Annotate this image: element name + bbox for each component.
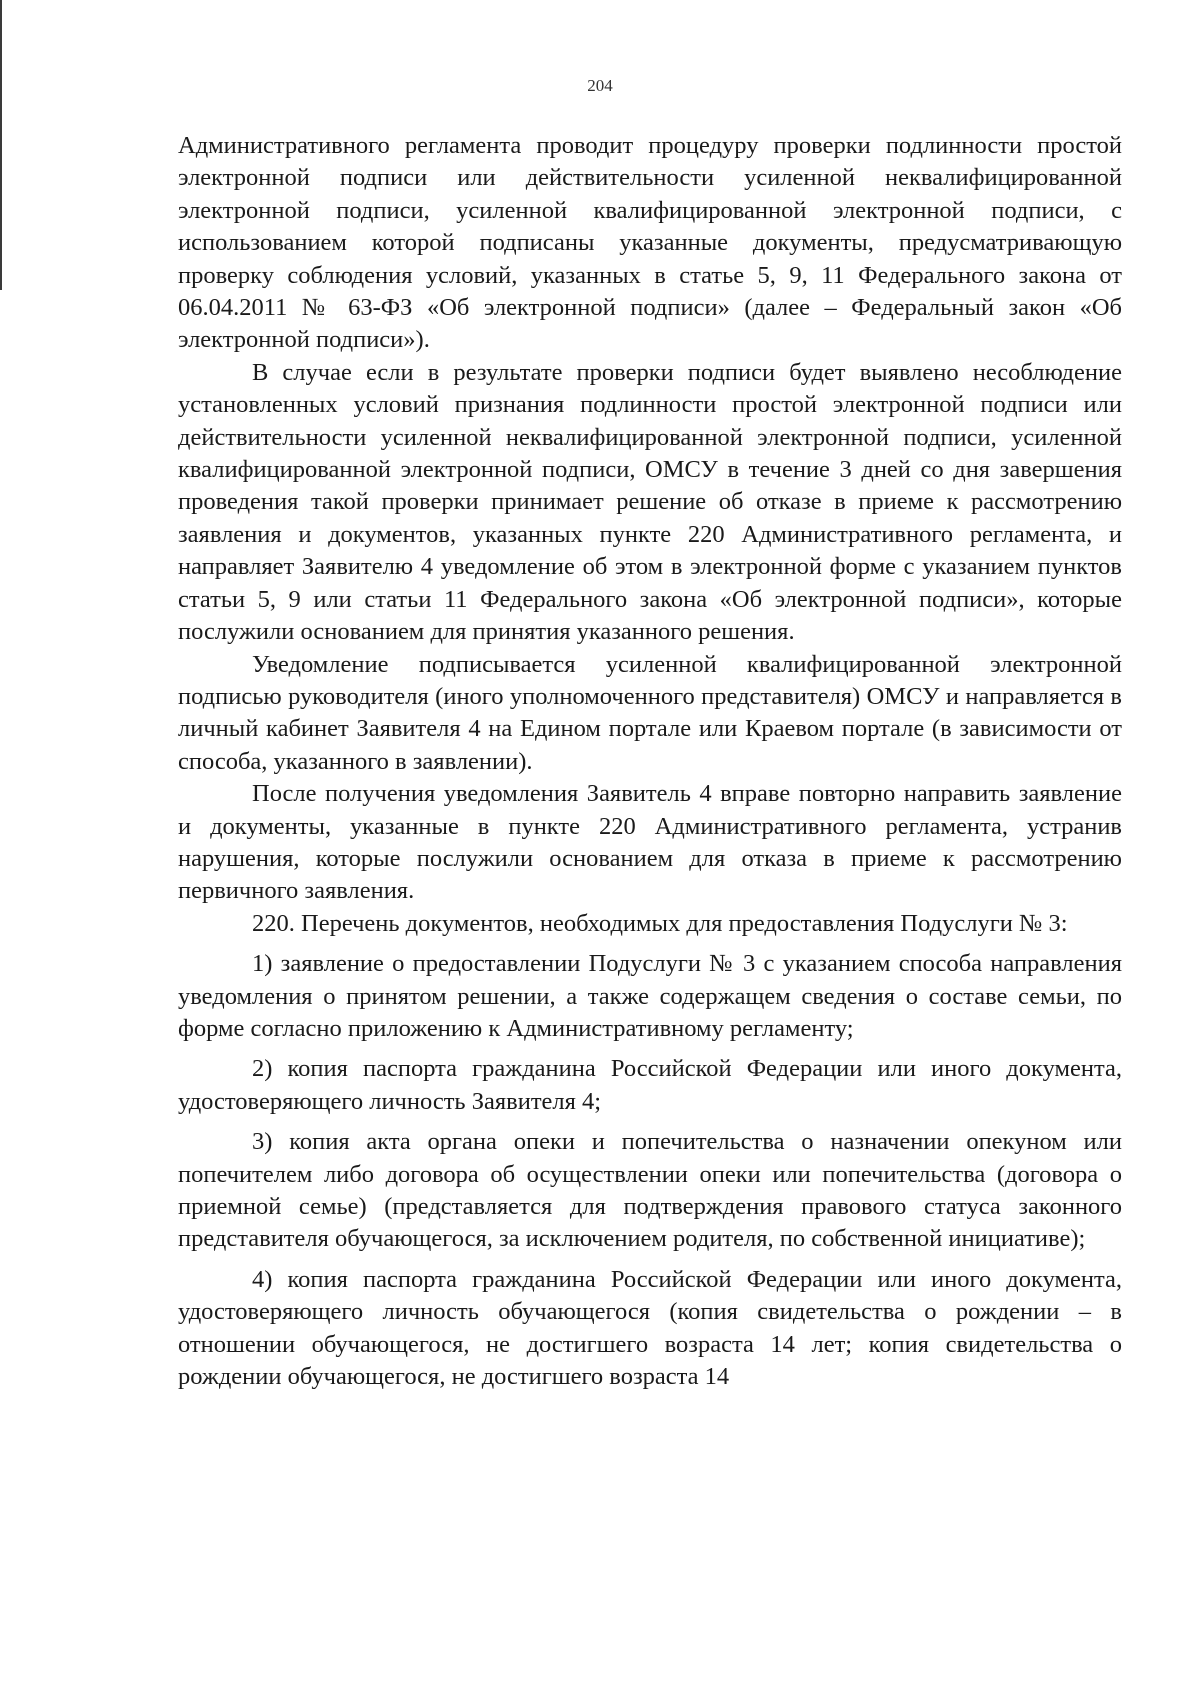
list-item-4: 4) копия паспорта гражданина Российской Федерации или иного документа, удостоверяющего личность обучающегося (копия свидетельства о рождении – в отношении обучающегося, не достигшего возраста 14 лет; копия свидетельства о рождении обучающегося, не достигшего возраста 14: [178, 1265, 1122, 1391]
paragraph-continuation: Административного регламента проводит процедуру проверки подлинности простой электронной подписи или действительности усиленной неквалифицированной электронной подписи, усиленной квалифицированной электронной подписи, с использованием которой подписаны указанные документы, предусматривающую проверку соблюдения условий, указанных в статье 5, 9, 11 Федерального закона от 06.04.2011 № 63-ФЗ «Об электронной подписи» (далее – Федеральный закон «Об электронной подписи»).: [178, 132, 1122, 354]
paragraph-resubmission: После получения уведомления Заявитель 4 вправе повторно направить заявление и документы, указанные в пункте 220 Административного регламента, устранив нарушения, которые послужили основанием для отказа в приеме к рассмотрению первичного заявления.: [178, 780, 1122, 905]
list-item-3: 3) копия акта органа опеки и попечительства о назначении опекуном или попечителем либо договора об осуществлении опеки или попечительства (договора о приемной семье) (представляется для подтверждения правового статуса законного представителя обучающегося, за исключением родителя, по собственной инициативе);: [178, 1128, 1122, 1253]
list-item-2: 2) копия паспорта гражданина Российской Федерации или иного документа, удостоверяющего личность Заявителя 4;: [178, 1055, 1122, 1115]
page-number: 204: [587, 76, 613, 95]
paragraph-item-220-heading: 220. Перечень документов, необходимых для предоставления Подуслуги № 3:: [252, 909, 1068, 937]
scan-edge-line: [0, 0, 2, 290]
paragraph-notification-signing: Уведомление подписывается усиленной квалифицированной электронной подписью руководителя (иного уполномоченного представителя) ОМСУ и направляется в личный кабинет Заявителя 4 на Едином портале или Краевом портале (в зависимости от способа, указанного в заявлении).: [178, 650, 1122, 775]
document-body: [178, 130, 1122, 1393]
paragraph-signature-check-failure: В случае если в результате проверки подписи будет выявлено несоблюдение установленных условий признания подлинности простой электронной подписи или действительности усиленной неквалифицированной электронной подписи, усиленной квалифицированной электронной подписи, ОМСУ в течение 3 дней со дня завершения проведения такой проверки принимает решение об отказе в приеме к рассмотрению заявления и документов, указанных пункте 220 Административного регламента, и направляет Заявителю 4 уведомление об этом в электронной форме с указанием пунктов статьи 5, 9 или статьи 11 Федерального закона «Об электронной подписи», которые послужили основанием для принятия указанного решения.: [178, 358, 1122, 646]
list-item-1: 1) заявление о предоставлении Подуслуги № 3 с указанием способа направления уведомления о принятом решении, а также содержащем сведения о составе семьи, по форме согласно приложению к Административному регламенту;: [178, 950, 1122, 1042]
